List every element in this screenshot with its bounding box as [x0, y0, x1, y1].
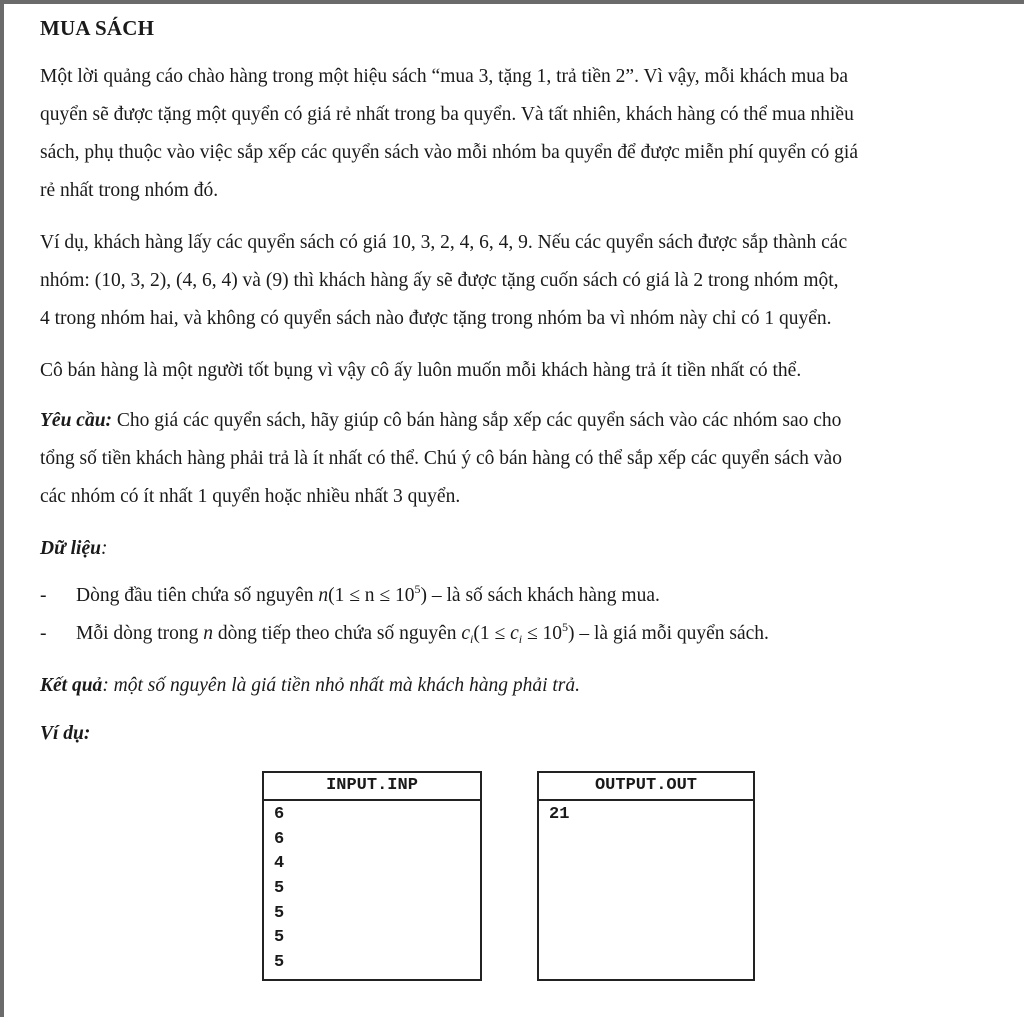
requirement-paragraph: [40, 402, 842, 516]
seller-paragraph: [40, 352, 801, 390]
data-heading: [40, 530, 107, 568]
example-heading: [40, 715, 90, 753]
input-line: 6: [274, 805, 285, 824]
input-line: 5: [274, 879, 285, 899]
input-line: 5: [274, 953, 285, 973]
window-top-border: [0, 0, 1024, 4]
data-colon: :: [100, 538, 108, 559]
requirement-label: Yêu cầu:: [40, 410, 113, 431]
input-table-header: INPUT.INP: [264, 773, 480, 801]
requirement-line-1: [40, 402, 842, 440]
input-table-body: [264, 801, 480, 976]
intro-line: rẻ nhất trong nhóm đó.: [40, 180, 219, 201]
output-table: [537, 771, 755, 981]
output-line: 21: [549, 805, 570, 824]
example-paragraph: [40, 224, 847, 338]
data-label: Dữ liệu: [40, 538, 101, 559]
input-table: [262, 771, 482, 981]
requirement-line-3: các nhóm có ít nhất 1 quyển hoặc nhiều nhất 3 quyển.: [40, 486, 461, 507]
example-line: 4 trong nhóm hai, và không có quyển sách nào được tặng trong nhóm ba vì nhóm này chỉ có 1 quyển.: [40, 308, 832, 329]
input-line: 5: [274, 928, 285, 948]
intro-line: sách, phụ thuộc vào việc sắp xếp các quyển sách vào mỗi nhóm ba quyển để được miễn phí quyển có giá: [40, 142, 858, 163]
result-paragraph: [40, 667, 580, 705]
page-title: MUA SÁCH: [40, 16, 155, 40]
data-bullet-1: - Dòng đầu tiên chứa số nguyên $n(1 \le n \le 10^5)$ – là số sách khách hàng mua.: [40, 582, 660, 606]
seller-line: Cô bán hàng là một người tốt bụng vì vậy cô ấy luôn muốn mỗi khách hàng trả ít tiền nhất có thể.: [40, 360, 802, 381]
intro-line: Một lời quảng cáo chào hàng trong một hiệu sách “mua 3, tặng 1, trả tiền 2”. Vì vậy, mỗi khách mua ba: [40, 66, 848, 87]
bullet-dash: -: [40, 623, 47, 644]
input-line: 4: [274, 854, 285, 874]
output-table-header: OUTPUT.OUT: [539, 773, 753, 801]
requirement-line-2: tổng số tiền khách hàng phải trả là ít nhất có thể. Chú ý cô bán hàng có thể sắp xếp các quyển sách vào: [40, 448, 842, 469]
intro-line: quyển sẽ được tặng một quyển có giá rẻ nhất trong ba quyển. Và tất nhiên, khách hàng có thể mua nhiều: [40, 104, 854, 125]
example-line: nhóm: (10, 3, 2), (4, 6, 4) và (9) thì khách hàng ấy sẽ được tặng cuốn sách có giá là 2 trong nhóm một,: [40, 270, 839, 291]
output-table-body: [539, 801, 753, 828]
example-line: Ví dụ, khách hàng lấy các quyển sách có giá 10, 3, 2, 4, 6, 4, 9. Nếu các quyển sách được sắp thành các: [40, 232, 848, 253]
window-left-border: [0, 0, 4, 1017]
input-line: 5: [274, 903, 285, 923]
input-line: 6: [274, 829, 285, 849]
bullet-dash: -: [40, 585, 47, 606]
result-label: Kết quả: [40, 675, 103, 696]
intro-paragraph: [40, 58, 858, 210]
result-text: : một số nguyên là giá tiền nhỏ nhất mà khách hàng phải trả.: [102, 675, 581, 696]
example-label: Ví dụ:: [40, 723, 91, 744]
data-bullet-2: - Mỗi dòng trong n dòng tiếp theo chứa số nguyên $c_i(1 \le c_i \le 10^5)$ – là giá mỗi quyển sách.: [40, 620, 769, 646]
requirement-text: Cho giá các quyển sách, hãy giúp cô bán hàng sắp xếp các quyển sách vào các nhóm sao cho: [112, 410, 842, 431]
